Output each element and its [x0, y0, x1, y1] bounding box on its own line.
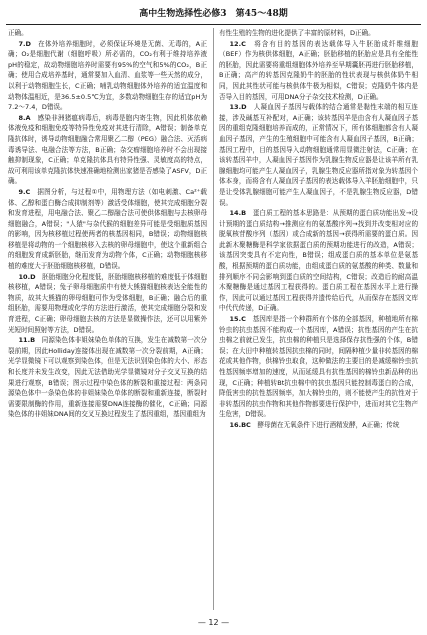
question-number: 9.C	[18, 187, 31, 196]
answer-text: 酵母菌在无氧条件下进行酒精发酵，A正确；传统	[257, 420, 400, 429]
question-number: 7.D	[18, 39, 31, 48]
question-number: 12.C	[229, 39, 246, 48]
answer-text: 将含有目的基因的表达载体导入牛胚胎成纤维细胞（BEF）作为核供体细胞，A正确；胚胎移植的胚胎应是具有全能性的胚胎，因此需要将重组细胞体外培养至早期囊胚再进行胚胎移植，B正确；高产的转基因克隆奶牛的胚胎的性状表现与核供体奶牛相同，因此其性状可能与核供体牛极为相似，C错误；克隆奶牛体内是否导入目的基因，可用DNA分子杂交技术检测，D正确。	[219, 39, 418, 101]
answer-paragraph	[8, 113, 207, 187]
question-number: 15.C	[229, 315, 246, 324]
answer-paragraph	[8, 272, 207, 336]
answer-text: 在体外培养细胞时，必须保证环境是无菌、无毒的，A正确；O₂是细胞代谢（细胞呼吸）所必需的，CO₂有利于维持培养液pH的稳定，故动物细胞培养时需要有95%的空气和5%的CO₂，B正确；使用合成培养基时，通常要加入血清、血浆等一些天然的成分，以利于动物细胞生长，C正确；哺乳动物细胞体外培养的适宜温度和动物体温相近，是36.5±0.5℃为宜，多数动物细胞生存的适宜pH为7.2～7.4，D错误。	[8, 39, 207, 112]
answer-paragraph: 有性生殖的生物的进化提供了丰富的原材料，D正确。	[219, 29, 375, 37]
answer-text: 胚胎细胞分化程度低，胚胎细胞核移植的难度低于体细胞核移植，A错误；兔子卵母细胞质中有使大熊猫细胞核表达全能性的物质，故其大熊猫的卵母细胞可作为受体细胞，B正确；融合后的重组胚胎，需要用物理或化学的方法进行激活，使其完成细胞分裂和发育进程，C正确；卵母细胞去核的方法是显微操作法，还可以用紫外光短时间照射等方法，D错误。	[8, 272, 207, 334]
answer-text: 感染非洲猪瘟病毒后，病毒是胞内寄生物，因此机体依赖体液免疫和细胞免疫等特异性免疫对其进行清除，A错误；制备单克隆抗体时，诱导动物细胞融合常用聚乙二醇（PEG）融合法、灭活病毒诱导法、电融合法等方法，B正确；杂交瘤细胞培养时不会出现接触抑制现象，C正确；单克隆抗体具有特异性强、灵敏度高的特点，故可利用该单克隆抗体快速准确地检测出家猪是否感染了ASFV，D正确。	[8, 113, 207, 186]
answer-paragraph	[8, 39, 207, 113]
answer-text: 基因库是指一个种群所有个体的全部基因，种植地所有棉铃虫的抗虫基因不能构成一个基因库，A错误；抗性基因的产生在抗虫棉之前就已发生，抗虫棉的种植只是选择保存抗性强的个体，B错误；在大田中种植转基因抗虫棉的同时，间隔种植少量非转基因的棉花或其他作物，供棉铃虫取食，这种做法的主要目的是减缓棉铃虫抗性基因频率增加的速度，从而延缓具有抗性基因的棉铃虫新品种的出现，C正确；种植转Bt抗虫棉中的抗虫基因只能控制毒蛋白的合成，降低害虫的抗性基因频率，加大棉铃虫的，则不能使产生的抗性对于非转基因的抗虫作物和其他作物都要进行保护中，进而对其它生物产生危害，D错误。	[219, 315, 418, 419]
column-divider	[213, 28, 214, 610]
page-header	[0, 4, 427, 24]
page-number: 12	[208, 618, 219, 627]
question-number: 8.A	[18, 113, 31, 122]
question-number: 16.BC	[229, 420, 251, 429]
answer-text: 蛋白质工程的基本思路是：从预期的蛋白质功能出发→设计预期的蛋白质结构→推测应有的氨基酸序列→找到并改变相对应的脱氧核苷酸序列（基因）或合成新的基因→获得所需要的蛋白质。因此新木聚糖酶是科学家依据蛋白质的预期功能进行的改造，A错误；该基因突变具有不定向性，B错误；组成蛋白质的基本单位是氨基酸，根据预期的蛋白质功能，由组成蛋白质的氨基酸的种类、数量和排列顺序不同会影响到蛋白质的空间结构，C错误；改造后的耐高温木聚糖酶是通过基因工程获得的。蛋白质工程在基因水平上进行操作，因此可以通过基因工程获得并遗传给后代，从而保存在基因文库中代代传递，D正确。	[219, 209, 418, 313]
answer-paragraph	[219, 420, 418, 431]
right-column	[219, 28, 418, 610]
newspaper-title: 高中生物选择性必修3	[139, 9, 227, 19]
answer-paragraph	[219, 314, 418, 420]
question-number: 13.D	[229, 103, 247, 112]
answer-paragraph	[219, 39, 418, 103]
header-divider	[6, 24, 421, 25]
answer-text: 人凝血因子基因与载体的结合通常是黏性末端的相互连接，涉及碱基互补配对，A正确；该转基因羊是由含有人凝血因子基因的重组克隆细胞培养而成的，正常情况下，所有体细胞都含有人凝血因子基因，产生的生殖细胞中可能含有人凝血因子基因，B正确；基因工程中，目的基因导入动物细胞通常用显微注射法，C正确；在该转基因羊中，人凝血因子基因作为乳腺生物反应器是让该羊所有乳腺细胞均可能产生人凝血因子，乳腺生物反应器所指对象为转基因个体本身，而将含有人凝血因子基因的表达载体导入羊胚胎细胞中，只是让受体乳腺细胞可能产生人凝血因子，不是乳腺生物反应器，D错误。	[219, 103, 418, 207]
answer-text: 据图分析，与过程①中，用物理方法（如电刺激、Ca²⁺载体、乙醇和蛋白酶合成抑制剂等）激活受体细胞，使其完成细胞分裂和发育进程，用电融合法、聚乙二醇融合法可使供体细胞与去核卵母细胞融合，A错误；"人猿"与杂代猴的细胞差异可能是受细胞质基因的影响，因为核移植过程使两者的核基因相同，B错误；动物细胞核移植是将动物的一个细胞核移入去核的卵母细胞中，使这个重新组合的细胞发育成新胚胎，继而发育为动物个体，C正确；动物细胞核移植的难度大于胚胎细胞核移植，D错误。	[8, 187, 207, 271]
question-number: 11.B	[18, 336, 36, 345]
answer-paragraph	[8, 335, 207, 420]
question-number: 14.B	[229, 209, 247, 218]
question-number: 10.D	[18, 272, 36, 281]
answer-paragraph	[219, 102, 418, 208]
answer-paragraph	[219, 208, 418, 314]
answer-paragraph	[8, 187, 207, 272]
answer-text: 同源染色体非姐妹染色单体的互换，发生在减数第一次分裂前期，因此Holliday连接体出现在减数第一次分裂前期，A正确；光学显微镜下可以观察到染色体，但是无法识别染色体的大小、形态和长度并未发生改变，因此无法借助光学显微镜对分子交叉互换的结果进行观察，B错误；图示过程中染色体的断裂和重接过程：两条同源染色体中一条染色体的非姐妹染色单体的断裂和重新连接，断裂时需要限制酶的作用，重新连接需要DNA连接酶的催化，C正确；同源染色体的非姐妹DNA间的交叉互换过程发生了基因重组，基因重组为	[8, 336, 207, 419]
page-footer: — 12 —	[197, 618, 230, 627]
left-column	[8, 28, 207, 610]
issue-range: 第45～48期	[235, 9, 288, 19]
answer-paragraph: 正确。	[8, 29, 28, 37]
